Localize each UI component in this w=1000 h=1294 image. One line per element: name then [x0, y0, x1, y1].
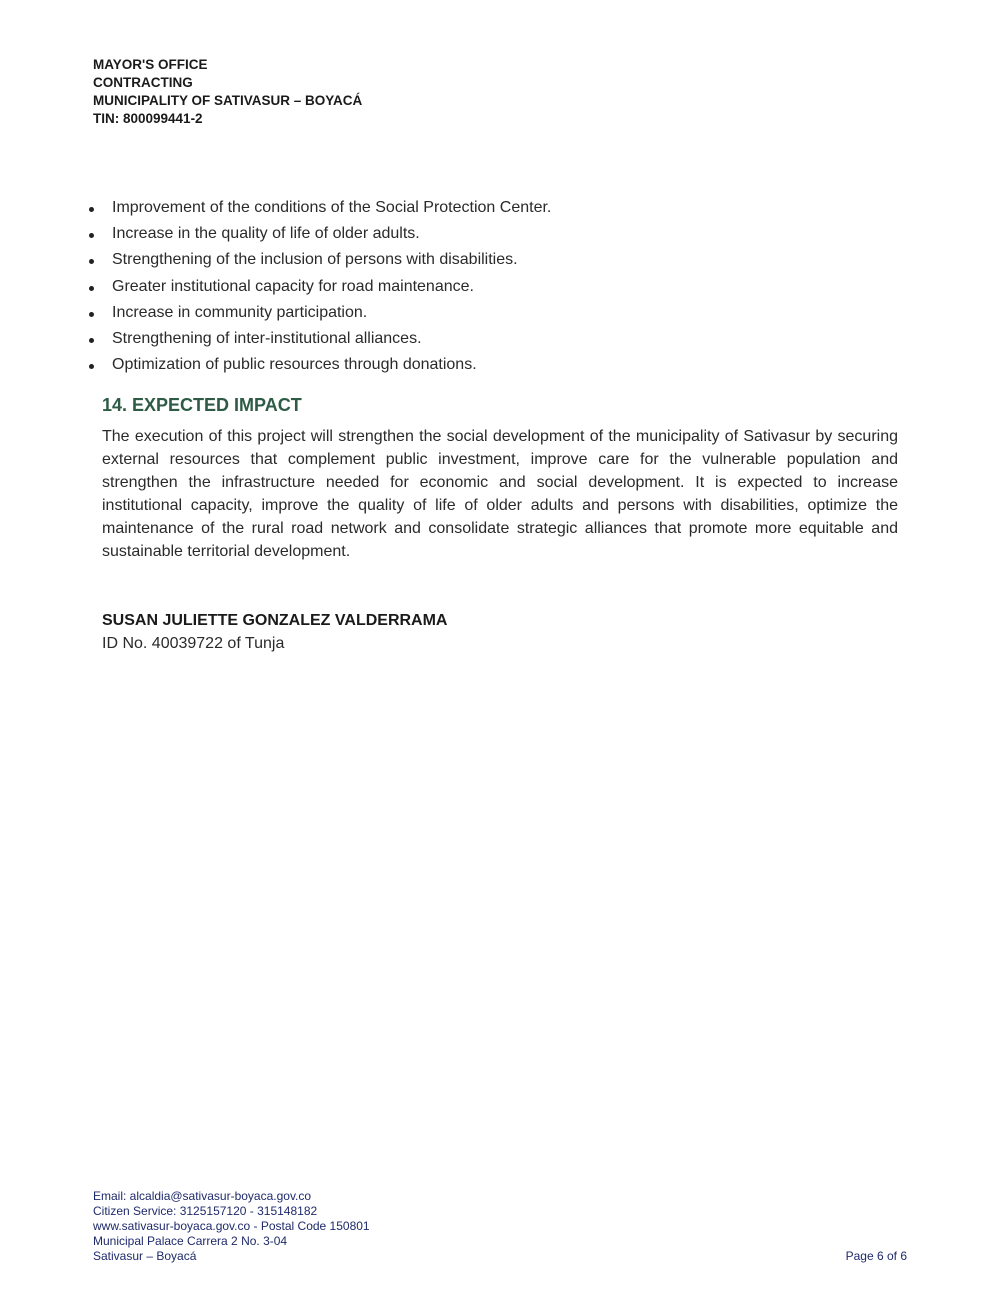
- list-item: [88, 352, 908, 378]
- section-body: The execution of this project will strengthen the social development of the municipality of Sativasur by securing external resources that complement public investment, improve care for the vulnerable population and strengthen the infrastructure needed for economic and social development. It is expected to increase institutional capacity, improve the quality of life of older adults and persons with disabilities, optimize the maintenance of the rural road network and consolidate strategic alliances that promote more equitable and sustainable territorial development.: [102, 428, 898, 560]
- bullet-icon: [89, 207, 94, 212]
- bullet-icon: [89, 338, 94, 343]
- bullet-icon: [89, 364, 94, 369]
- footer-website: www.sativasur-boyaca.gov.co - Postal Code 150801: [93, 1219, 370, 1233]
- footer-address: Municipal Palace Carrera 2 No. 3-04: [93, 1234, 288, 1248]
- list-item-text: Improvement of the conditions of the Social Protection Center.: [112, 199, 552, 216]
- bullet-icon: [89, 312, 94, 317]
- document-header: [93, 56, 362, 128]
- signer-id: ID No. 40039722 of Tunja: [102, 635, 285, 652]
- list-item: [88, 274, 908, 300]
- bullet-icon: [89, 286, 94, 291]
- bullet-icon: [89, 259, 94, 264]
- list-item: [88, 326, 908, 352]
- list-item-text: Increase in community participation.: [112, 303, 368, 321]
- results-list: [88, 195, 908, 378]
- bullet-icon: [89, 233, 94, 238]
- list-item-text: Strengthening of inter-institutional alliances.: [112, 330, 422, 348]
- section-heading: 14. EXPECTED IMPACT: [102, 395, 302, 415]
- header-office: MAYOR'S OFFICE: [93, 57, 208, 72]
- document-footer: [93, 1189, 370, 1264]
- list-item-text: Strengthening of the inclusion of persons with disabilities.: [112, 251, 518, 269]
- list-item-text: Increase in the quality of life of older adults.: [112, 225, 420, 243]
- list-item: [88, 195, 908, 221]
- list-item: [88, 247, 908, 273]
- header-tin: TIN: 800099441-2: [93, 111, 203, 126]
- signer-name: SUSAN JULIETTE GONZALEZ VALDERRAMA: [102, 612, 448, 629]
- list-item: [88, 300, 908, 326]
- footer-city: Sativasur – Boyacá: [93, 1249, 197, 1263]
- list-item-text: Optimization of public resources through donations.: [112, 356, 477, 374]
- list-item-text: Greater institutional capacity for road maintenance.: [112, 277, 474, 295]
- list-item: [88, 221, 908, 247]
- footer-citizen-service: Citizen Service: 3125157120 - 315148182: [93, 1204, 318, 1218]
- footer-email: Email: alcaldia@sativasur-boyaca.gov.co: [93, 1189, 312, 1203]
- header-municipality: MUNICIPALITY OF SATIVASUR – BOYACÁ: [93, 93, 363, 108]
- page-number: Page 6 of 6: [845, 1249, 907, 1263]
- header-department: CONTRACTING: [93, 75, 193, 90]
